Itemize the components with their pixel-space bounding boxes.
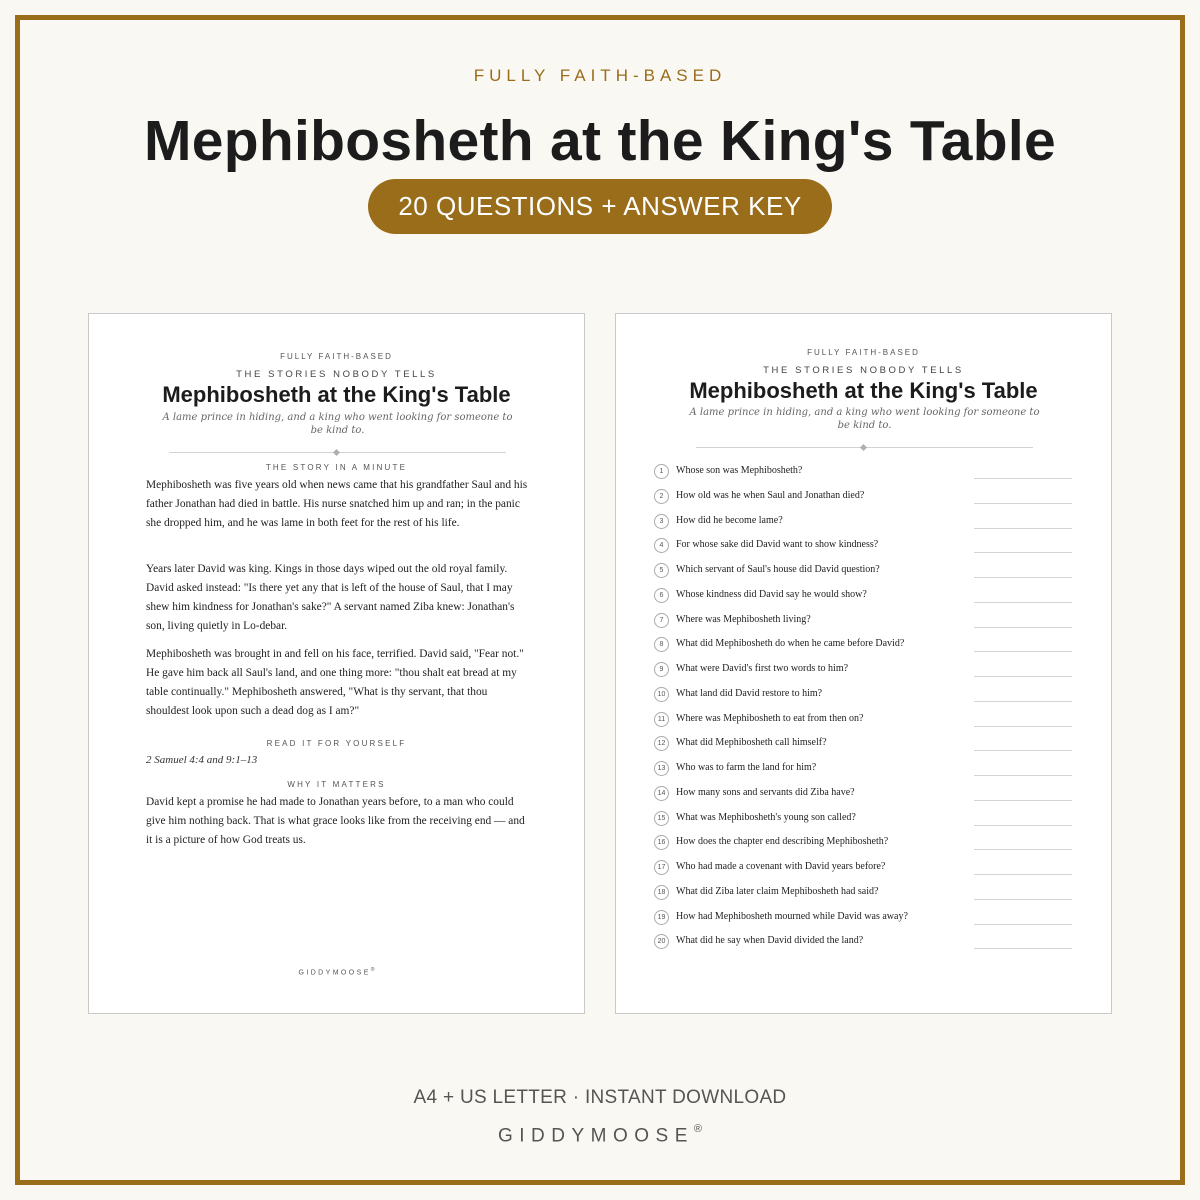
question-row [654,933,1074,953]
question-row [654,884,1074,904]
sheet-subtitle: A lame prince in hiding, and a king who went looking for someone to be kind to. [689,407,1040,431]
question-number: 3 [654,514,669,529]
sheet-footer-brand-text: GIDDYMOOSE [298,969,371,977]
question-number: 7 [654,613,669,628]
sheet-eyebrow: FULLY FAITH-BASED [807,348,920,357]
divider-diamond-icon [860,444,867,451]
story-sheet-preview [88,313,585,1014]
question-number: 16 [654,835,669,850]
question-row [654,636,1074,656]
question-row [654,537,1074,557]
sheet-eyebrow: FULLY FAITH-BASED [280,352,393,361]
question-row [654,760,1074,780]
question-text: How had Mephibosheth mourned while David was away? [676,910,908,922]
question-row [654,612,1074,632]
question-text: Who had made a covenant with David years before? [676,861,886,872]
question-text: Where was Mephibosheth to eat from then on? [676,712,864,724]
question-row [654,562,1074,582]
question-row [654,785,1074,805]
question-text: For whose sake did David want to show kindness? [676,539,879,551]
answer-line [974,701,1072,702]
question-number: 12 [654,736,669,751]
answer-line [974,627,1072,628]
question-row [654,834,1074,854]
question-number: 13 [654,761,669,776]
answer-line [974,676,1072,677]
answer-line [974,750,1072,751]
question-number: 6 [654,588,669,603]
header-eyebrow: FULLY FAITH-BASED [473,66,727,85]
answer-line [974,726,1072,727]
question-text: What were David's first two words to him? [676,663,849,674]
question-text: Where was Mephibosheth living? [676,613,811,625]
brand-logo [0,1125,1200,1147]
questions-badge: 20 QUESTIONS + ANSWER KEY [368,179,832,234]
question-number: 18 [654,885,669,900]
answer-line [974,874,1072,875]
story-paragraph: Mephibosheth was brought in and fell on his face, terrified. David said, "Fear not." He gave him back all Saul's land, and one thing more: "thou shalt eat bread at my table continually." Mephibosheth answered, "What is thy servant, that thou shouldest look upon such a dead dog as I am?" [146,648,524,717]
answer-line [974,552,1072,553]
question-text: How many sons and servants did Ziba have? [676,786,855,798]
question-row [654,587,1074,607]
question-text: Which servant of Saul's house did David question? [676,564,880,575]
question-number: 20 [654,934,669,949]
question-number: 4 [654,538,669,553]
answer-line [974,800,1072,801]
question-text: How old was he when Saul and Jonathan died? [676,489,865,501]
story-paragraph: Mephibosheth was five years old when news came that his grandfather Saul and his father Jonathan had died in battle. His nurse snatched him up and ran; in the panic she dropped him, and he was lame in both feet for the rest of his life. [146,479,528,529]
question-row [654,686,1074,706]
read-section-label: READ IT FOR YOURSELF [266,739,407,748]
question-text: Whose kindness did David say he would show? [676,588,867,600]
question-text: What land did David restore to him? [676,687,823,699]
question-text: What did he say when David divided the land? [676,935,864,947]
answer-line [974,924,1072,925]
registered-mark: ® [370,967,375,973]
question-text: Whose son was Mephibosheth? [676,465,803,476]
format-info: A4 + US LETTER · INSTANT DOWNLOAD [413,1087,787,1108]
questions-sheet-preview [615,313,1112,1014]
question-row [654,810,1074,830]
question-number: 14 [654,786,669,801]
question-text: What was Mephibosheth's young son called? [676,811,856,823]
answer-line [974,503,1072,504]
question-text: Who was to farm the land for him? [676,762,817,773]
registered-mark: ® [693,1123,702,1135]
question-number: 10 [654,687,669,702]
sheet-series: THE STORIES NOBODY TELLS [236,369,437,380]
sheet-title: Mephibosheth at the King's Table [162,382,511,407]
question-row [654,661,1074,681]
answer-line [974,528,1072,529]
answer-line [974,478,1072,479]
scripture-reference: 2 Samuel 4:4 and 9:1–13 [146,754,258,766]
question-row [654,859,1074,879]
question-row [654,463,1074,483]
question-number: 17 [654,860,669,875]
brand-name: GIDDYMOOSE [497,1125,694,1147]
question-number: 8 [654,637,669,652]
matters-paragraph: David kept a promise he had made to Jonathan years before, to a man who could give him nothing back. That is what grace looks like from the receiving end — and it is a picture of how God treats us. [146,796,525,846]
question-text: What did Ziba later claim Mephibosheth had said? [676,885,879,897]
question-row [654,711,1074,731]
answer-line [974,825,1072,826]
divider-diamond-icon [333,449,340,456]
question-number: 19 [654,910,669,925]
sheet-title: Mephibosheth at the King's Table [689,378,1038,403]
story-paragraph: Years later David was king. Kings in those days wiped out the old royal family. David asked instead: "Is there yet any that is left of the house of Saul, that I may shew him kindness for Jonathan's sake?" A servant named Ziba knew: Jonathan's son, living quietly in Lo-debar. [146,563,515,632]
sheet-footer-brand [89,967,584,976]
story-section-label: THE STORY IN A MINUTE [265,463,408,472]
page-title: Mephibosheth at the King's Table [144,109,1056,173]
question-number: 1 [654,464,669,479]
answer-line [974,849,1072,850]
answer-line [974,602,1072,603]
question-row [654,513,1074,533]
sheet-subtitle: A lame prince in hiding, and a king who went looking for someone to be kind to. [162,412,513,436]
answer-line [974,899,1072,900]
matters-section-label: WHY IT MATTERS [287,780,386,789]
answer-line [974,948,1072,949]
answer-line [974,577,1072,578]
question-text: How does the chapter end describing Mephibosheth? [676,836,889,848]
question-number: 2 [654,489,669,504]
question-row [654,735,1074,755]
question-number: 11 [654,712,669,727]
question-row [654,909,1074,929]
question-row [654,488,1074,508]
question-number: 9 [654,662,669,677]
question-text: What did Mephibosheth do when he came before David? [676,638,905,650]
question-text: What did Mephibosheth call himself? [676,737,827,749]
answer-line [974,775,1072,776]
answer-line [974,651,1072,652]
question-number: 15 [654,811,669,826]
sheet-series: THE STORIES NOBODY TELLS [763,365,964,376]
question-number: 5 [654,563,669,578]
question-text: How did he become lame? [676,514,783,526]
